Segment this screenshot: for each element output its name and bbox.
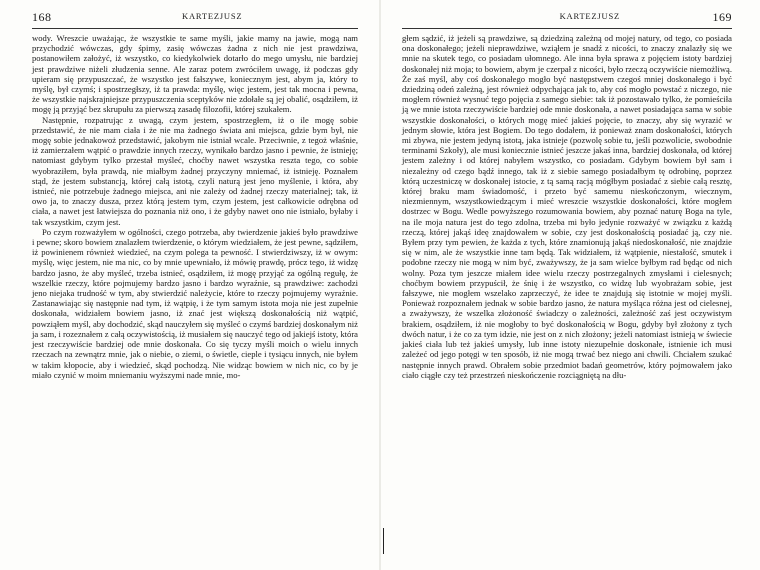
right-page-body bbox=[402, 33, 732, 380]
left-paragraph-1: wody. Wreszcie uważając, że wszystkie te same myśli, jakie mamy na jawie, mogą nam przychodzić wówczas, gdy śpimy, zasię wówczas żadna z nich nie jest prawdziwa, postanowiłem założyć, iż wszystko, co kiedykolwiek dotarło do mego umysłu, nie bardziej jest prawdziwe niżeli złudzenia senne. Ale zaraz potem zwróciłem uwagę, iż podczas gdy upieram się przypuszczać, że wszystko jest fałszywe, koniecznym jest, abym ja, który to myślę, był czymś; i spostrzegłszy, iż ta prawda: myślę, więc jestem, jest tak mocna i pewna, że wszystkie najskrajniejsze przypuszczenia sceptyków nie zdołałe są jej obalić, osądziłem, iż mogę ją przyjąć bez skrupułu za pierwszą zasadę filozofii, której szukałem. bbox=[32, 33, 358, 115]
left-paragraph-3: Po czym rozważyłem w ogólności, czego potrzeba, aby twierdzenie jakieś było prawdziwe i pewne; skoro bowiem znalazłem twierdzenie, o którym wiedziałem, że jest pewne, sądziłem, iż powinienem również wiedzieć, na czym polega ta pewność. I stwierdziwszy, iż w owym: myślę, więc jestem, nie ma nic, co by mnie upewniało, iż mówię prawdę, prócz tego, iż widzę bardzo jasno, że aby myśleć, trzeba istnieć, osądziłem, iż mogę przyjąć za ogólną regułę, że wszelkie rzeczy, które pojmujemy bardzo jasno i bardzo wyraźnie, są prawdziwe: zachodzi jeno niejaka trudność w tym, aby stwierdzić należycie, które to rzeczy pojmujemy wyraźnie. Zastanawiając się następnie nad tym, iż wątpię, i że tym samym istota moja nie jest zupełnie doskonała, widziałem bowiem jasno, iż znać jest większą doskonałością niż wątpić, powziąłem myśl, aby dochodzić, skąd nauczyłem się myśleć o czymś bardziej doskonałym niż ja sam, i rozeznałem z całą oczywistością, iż musiałem się nauczyć tego od jakiejś istoty, która jest rzeczywiście bardziej ode mnie doskonała. Co się tyczy myśli moich o wielu innych rzeczach na zewnątrz mnie, jak o niebie, o ziemi, o świetle, cieple i tysiącu innych, nie byłem w takim kłopocie, aby i wiedzieć, skąd pochodzą. Nie widząc bowiem w nich nic, co by je miało czynić w moim mniemaniu wyższymi nade mnie, mo- bbox=[32, 226, 358, 380]
right-running-head: KARTEZJUSZ bbox=[559, 11, 620, 21]
right-paragraph-1: głem sądzić, iż jeżeli są prawdziwe, są dziedziną zależną od mojej natury, od tego, co posiada ona doskonałego; jeżeli nieprawdziwe, wziąłem je snadź z nicości, to znaczy znalazły się we mnie na skutek tego, co posiadam ułomnego. Ale inna była sprawa z pojęciem istoty bardziej doskonałej niż moja; to bowiem, abym je czerpał z nicości, było rzeczą oczywiście niemożliwą. Że zaś myśl, aby coś doskonałego mogło być następstwem czegoś mniej doskonałego i być dziedziną odeń zależną, jest również odpychająca jak to, aby coś mogło powstać z niczego, nie mogłem również wysnuć tego pojęcia z samego siebie: tak iż pozostawało tylko, że pomieściła ją we mnie istota rzeczywiście bardziej ode mnie doskonała, a nawet posiadająca sama w sobie wszystkie doskonałości, o których mogę mieć jakieś pojęcie, to znaczy, aby się wyrazić w jednym słowie, która jest Bogiem. Do tego dodałem, iż ponieważ znam doskonałości, których mi zbywa, nie jestem jedyną istotą, jaka istnieje (pozwolę sobie tu, jeśli pozwolicie, swobodnie terminami Szkoły), ale musi koniecznie istnieć jeszcze jakaś inna, bardziej doskonała, od której jestem zależny i od której nabyłem wszystko, co posiadam. Gdybym bowiem był sam i niezależny od czego bądź innego, tak iż z siebie samego posiadałbym tę odrobinę, poprzez którą uczestniczę w doskonałej istocie, z tą samą racją mógłbym posiadać z siebie całą resztę, której braku mam świadomość, i przeto być samemu nieskończonym, wiecznym, niezmiennym, wszystkowiedzącym i mieć wreszcie wszystkie doskonałości, które mogłem dostrzec w Bogu. Wedle powyższego rozumowania bowiem, aby poznać naturę Boga na tyle, na ile moja natura jest do tego zdolna, trzeba mi było jedynie rozważyć w związku z każdą rzeczą, której jakąś ideę znajdowałem w sobie, czy jest doskonałością posiadać ją, czy nie. Byłem przy tym pewien, że każda z tych, które znamionują jakąś niedoskonałość, nie znajdzie się w nim, ale że wszystkie inne tam będą. Tak widziałem, iż wątpienie, niestałość, smutek i podobne rzeczy nie mogą w nim być, zważywszy, że ja sam wielce byłbym rad będąc od nich wolny. Poza tym jeszcze miałem idee wielu rzeczy postrzegalnych zmysłami i cielesnych; choćbym bowiem przypuścił, że śnię i że wszystko, co widzę lub wyobrażam sobie, jest fałszywe, nie mogłem wszelako zaprzeczyć, że idee te znajdują się istotnie w mojej myśli. Ponieważ rozpoznałem jednak w sobie bardzo jasno, że natura myśląca różna jest od cielesnej, a zważywszy, że wszelka złożoność świadczy o zależności, zależność zaś jest oczywistym brakiem, osądziłem, iż nie mogłoby to być doskonałością w Bogu, gdyby był złożony z tych dwóch natur, i że co za tym idzie, nie jest on z nich złożony; jeżeli natomiast istnieją w świecie jakieś ciała lub też jakieś umysły, lub inne istoty niezupełnie doskonałe, istnienie ich musi zależeć od jego potęgi w ten sposób, iż nie mogą trwać bez niego ani chwili. Chciałem szukać następnie innych prawd. Obrałem sobie przedmiot badań geometrów, który pojmowałem jako ciało ciągłe czy też przestrzeń nieskończenie rozciągniętą na dłu- bbox=[402, 33, 732, 380]
left-running-head: KARTEZJUSZ bbox=[182, 11, 243, 21]
left-page-body bbox=[32, 33, 358, 380]
right-page bbox=[380, 0, 760, 570]
left-page-header bbox=[32, 10, 358, 24]
left-paragraph-2: Następnie, rozpatrując z uwagą, czym jestem, spostrzegłem, iż o ile mogę sobie przedstawić, że nie mam ciała i że nie ma żadnego świata ani miejsca, gdzie bym był, nie mogę sobie jednakowoż przedstawić, jakobym nie istniał wcale. Przeciwnie, z tegoż właśnie, iż zamierzałem wątpić o prawdzie innych rzeczy, wynikało bardzo jasno i pewnie, że istnieję; natomiast gdybym tylko przestał myśleć, choćby nawet wszystka reszta tego, co sobie wyobraziłem, była prawdą, nie miałbym żadnej przyczyny mniemać, iż istnieję. Poznałem stąd, że jestem substancją, której całą istotą, czyli naturą jest jeno myślenie, i która, aby istnieć, nie potrzebuje żadnego miejsca, ani nie zależy od żadnej rzeczy materialnej; tak, iż owo ja, to znaczy dusza, przez którą jestem tym, czym jestem, jest całkowicie odrębna od ciała, a nawet jest łatwiejsza do poznania niż ono, i że gdyby nawet ono nie istniało, byłaby i tak wszystkim, czym jest. bbox=[32, 114, 358, 227]
left-header-rule bbox=[32, 28, 358, 29]
right-page-number: 169 bbox=[712, 10, 732, 24]
right-header-rule bbox=[402, 28, 732, 29]
text-cursor-mark bbox=[383, 528, 384, 554]
left-page-number: 168 bbox=[32, 10, 52, 24]
right-page-header bbox=[402, 10, 732, 24]
